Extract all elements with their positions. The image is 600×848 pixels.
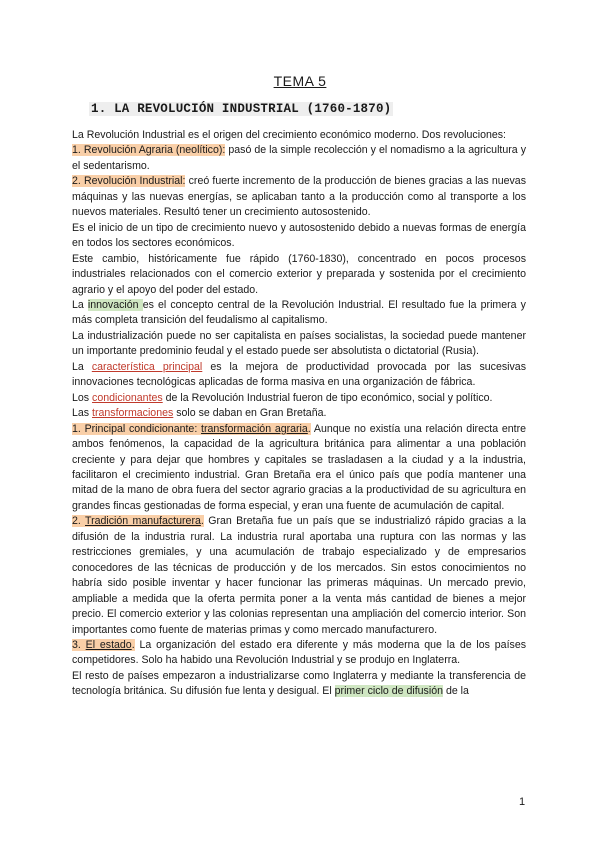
paragraph: 1. Revolución Agraria (neolítico): pasó de la simple recolección y el nomadismo a la agricultura y el sedentarismo.	[72, 144, 526, 172]
paragraph: Los condicionantes de la Revolución Industrial fueron de tipo económico, social y político.	[72, 391, 493, 404]
paragraph: 2. Revolución Industrial: creó fuerte incremento de la producción de bienes gracias a las nuevas máquinas y las nuevas energías, se aplicaban tanto a la producción como al transporte a los nuevos materiales. Resultó tener un crecimiento autosostenido.	[72, 175, 526, 219]
highlight: 1. Principal condicionante: transformación agraria.	[72, 422, 311, 435]
highlight: primer ciclo de difusión	[334, 685, 443, 698]
section-heading: 1. LA REVOLUCIÓN INDUSTRIAL (1760-1870)	[91, 102, 392, 116]
page-title: TEMA 5	[273, 73, 327, 89]
paragraph: La característica principal es la mejora de productividad provocada por las sucesivas innovaciones tecnológicas aplicadas de forma masiva en una organización de fábrica.	[72, 360, 526, 389]
paragraph: Este cambio, históricamente fue rápido (1760-1830), concentrado en pocos procesos industriales relacionados con el comercio exterior y preparada y sostenida por el crecimiento agrario y el apoyo del poder del estado.	[72, 252, 526, 296]
key-term: característica principal	[91, 360, 203, 373]
key-term: condicionantes	[92, 391, 163, 404]
highlight: 2. Revolución Industrial:	[72, 175, 186, 188]
highlight: innovación	[87, 298, 143, 311]
highlight: 3. El estado.	[72, 638, 135, 651]
highlight: 2. Tradición manufacturera.	[72, 515, 204, 528]
paragraph: La Revolución Industrial es el origen del crecimiento económico moderno. Dos revoluciones:	[72, 129, 506, 141]
document-body	[72, 128, 526, 700]
paragraph: Es el inicio de un tipo de crecimiento nuevo y autosostenido debido a nuevas formas de energía en todos los sectores económicos.	[72, 221, 526, 250]
paragraph: 1. Principal condicionante: transformación agraria. Aunque no existía una relación directa entre ambos fenómenos, la capacidad de la agricultura británica para alimentar a una población creciente y para dejar que hombres y capitales se trasladasen a la ciudad y a la industria, facilitaron el crecimiento industrial. Gran Bretaña era el único país que podía mantener una mitad de la mano de obra fuera del sector agrario gracias a la productividad de su agricultura en grandes fincas gestionadas de forma especial, y eran una fuente de acumulación de capital.	[72, 422, 526, 512]
paragraph: 3. El estado. La organización del estado era diferente y más moderna que la de los países competidores. Solo ha habido una Revolución Industrial y se produjo en Inglaterra.	[72, 638, 527, 667]
highlight: 1. Revolución Agraria (neolítico):	[72, 144, 226, 157]
paragraph: 2. Tradición manufacturera. Gran Bretaña fue un país que se industrializó rápido gracias a la difusión de la industria rural. La industria rural aportaba una ruptura con las normas y las restricciones gremiales, y una acumulación de trabajo especializado y de empresarios conocedores de las técnicas de producción y de los mercados. Sin estos conocimientos no habría sido posible inventar y hacer funcionar las primeras máquinas. Un mercado previo, ampliable a medida que la oferta permita poner a la venta más cantidad de bienes a mejor precio. El comercio exterior y las colonias representan una ampliación del comercio interior. Son importantes como fuente de materias primas y como mercado manufacturero.	[72, 515, 526, 636]
page-number: 1	[519, 796, 526, 808]
paragraph: Las transformaciones solo se daban en Gran Bretaña.	[72, 407, 327, 420]
paragraph: La industrialización puede no ser capitalista en países socialistas, la sociedad puede mantener un importante predominio feudal y el estado puede ser absolutista o dictatorial (Rusia).	[72, 329, 526, 358]
key-term: transformaciones	[92, 407, 174, 420]
paragraph: El resto de países empezaron a industrializarse como Inglaterra y mediante la transferencia de tecnología británica. Su difusión fue lenta y desigual. El primer ciclo de difusión de la	[72, 669, 526, 698]
paragraph: La innovación es el concepto central de la Revolución Industrial. El resultado fue la primera y más completa transición del feudalismo al capitalismo.	[72, 298, 526, 327]
